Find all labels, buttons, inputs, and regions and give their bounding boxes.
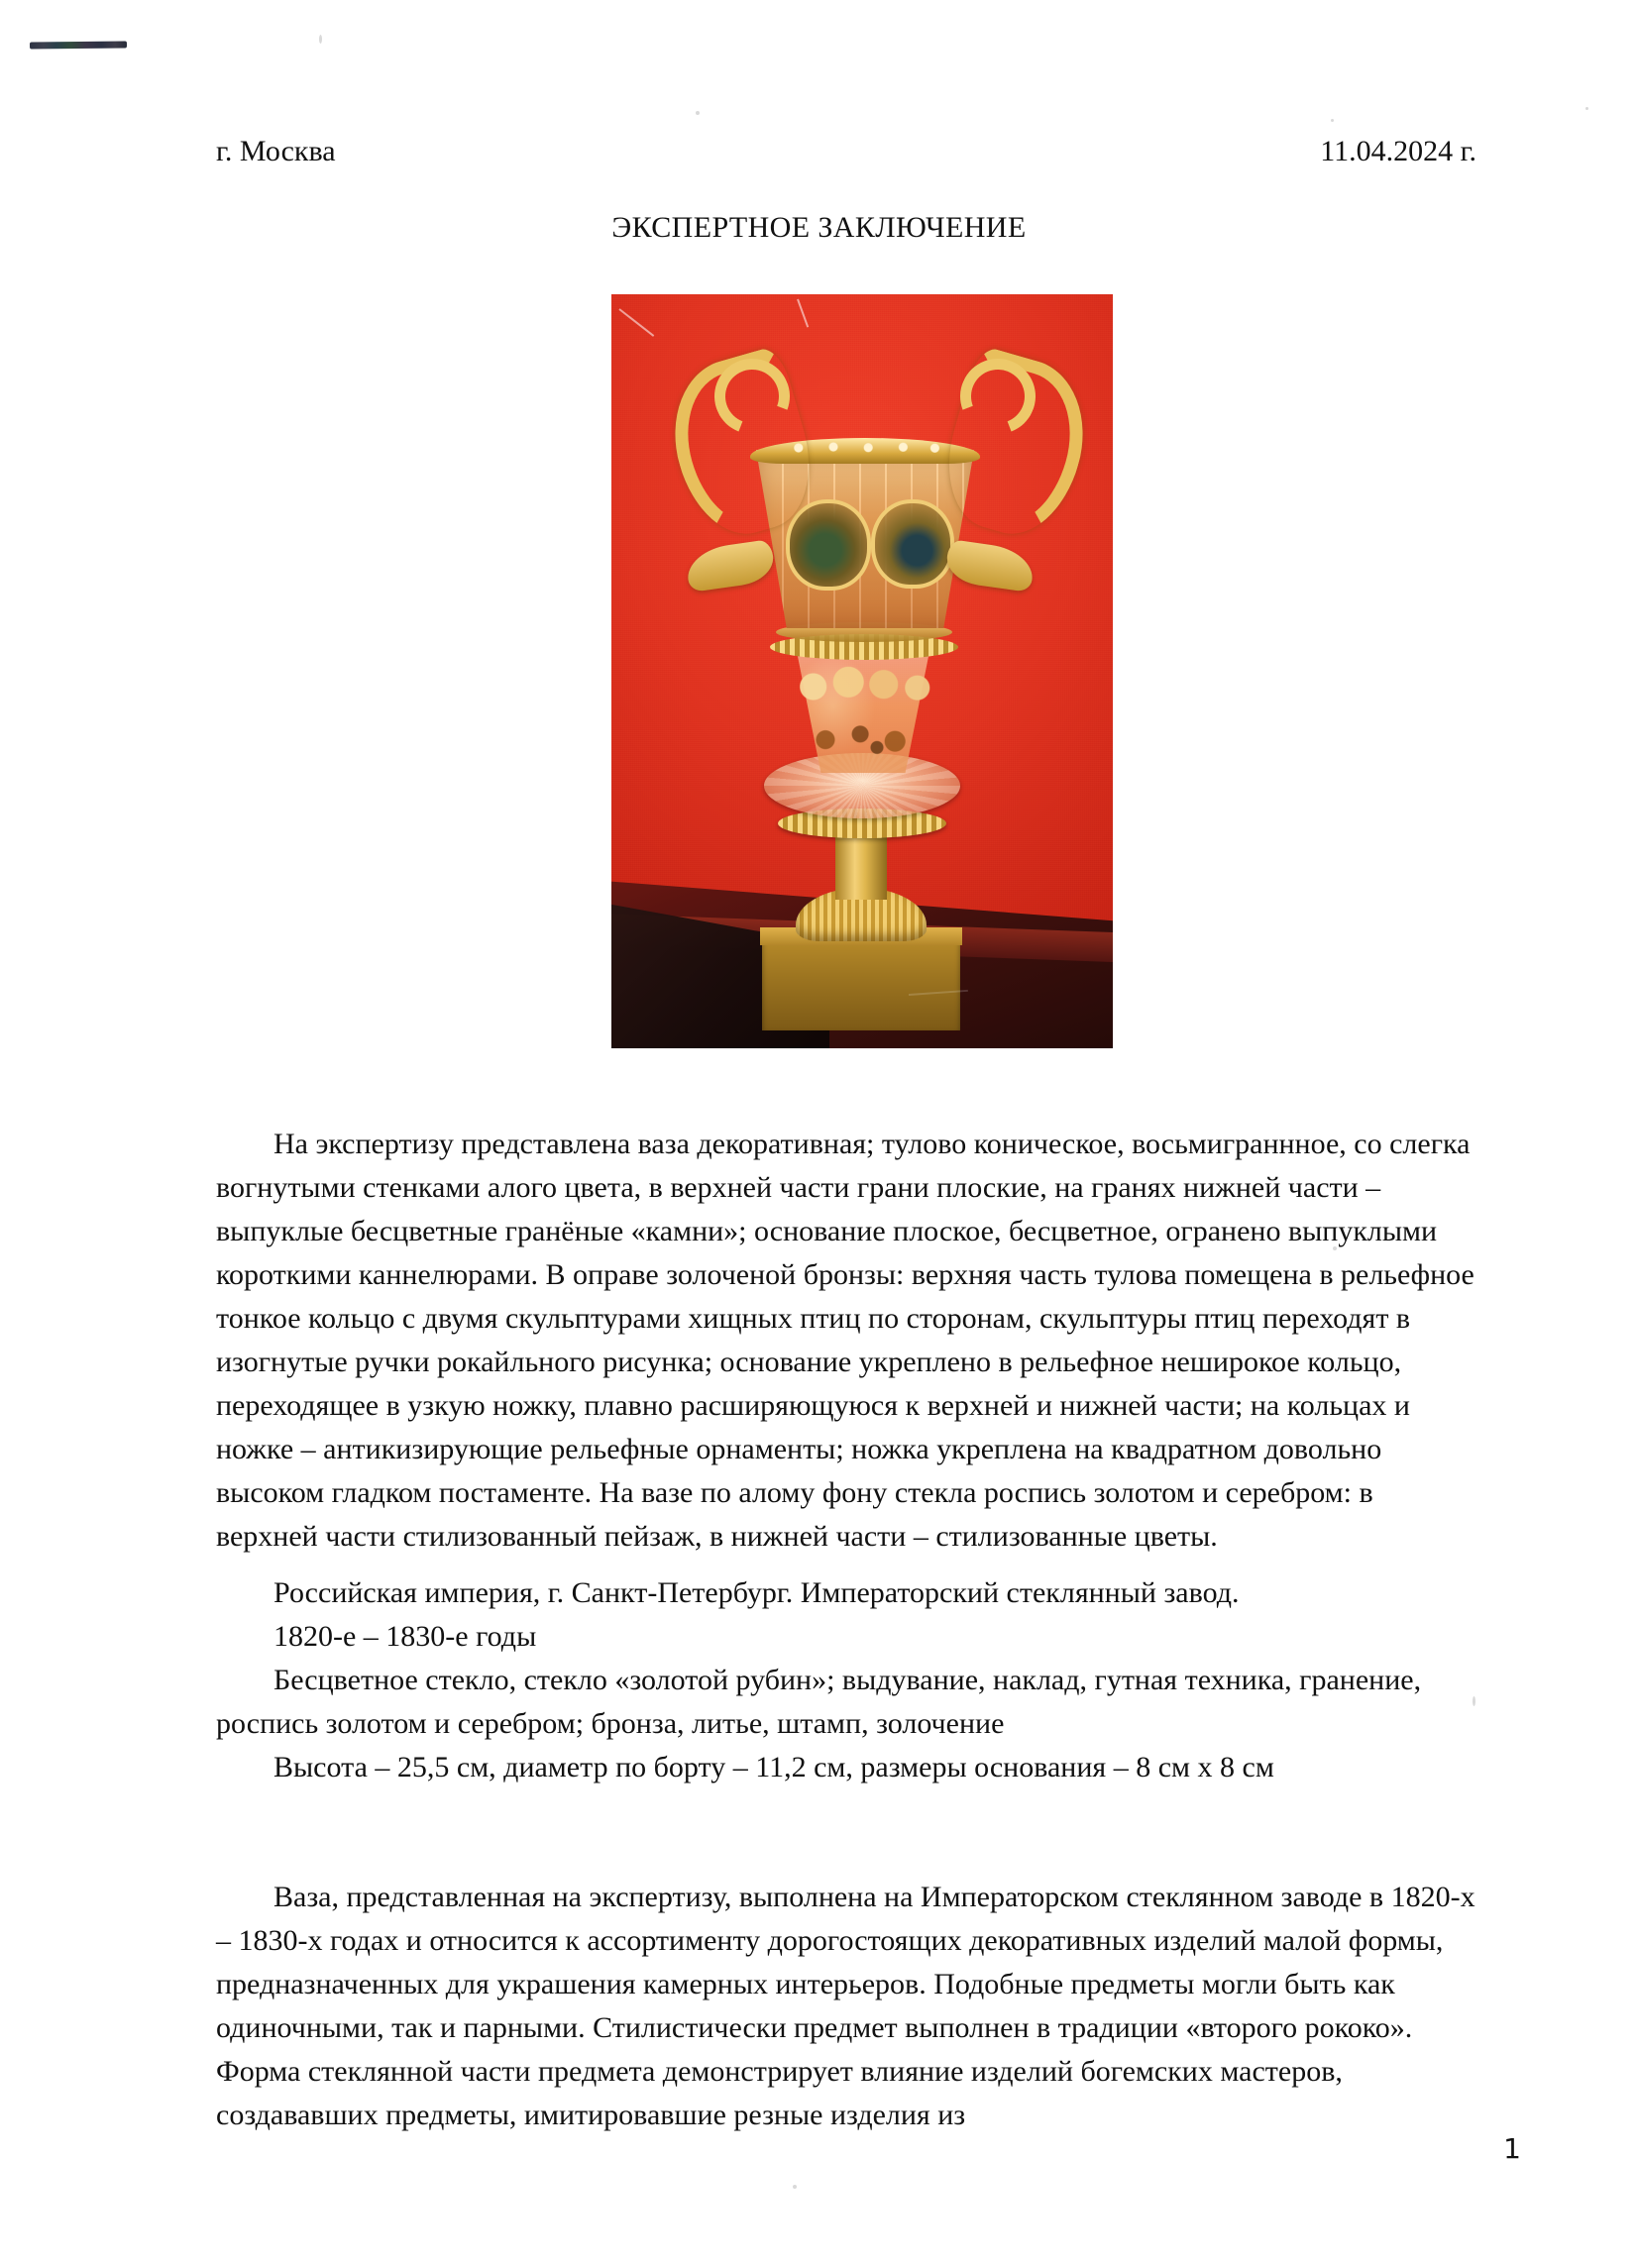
page-number: 1 [1503, 2132, 1521, 2165]
page-title: ЭКСПЕРТНОЕ ЗАКЛЮЧЕНИЕ [611, 211, 1027, 244]
vase-stem [835, 828, 887, 900]
origin-line: Российская империя, г. Санкт-Петербург. Императорский стеклянный завод. [273, 1576, 1240, 1609]
conclusion-paragraph: Ваза, представленная на экспертизу, выполнена на Императорском стеклянном заводе в 1820-х – 1830-х годах и относится к ассортименту дорогостоящих декоративных изделий малой формы, предназначенных для украшения камерных интерьеров. Подобные предметы могли быть как одиночными, так и парными. Стилистически предмет выполнен в традиции «второго рококо». Форма стеклянной части предмета демонстрирует влияние изделий богемских мастеров, создававших предметы, имитировавшие резные изделия из [216, 1881, 1475, 2131]
scan-speck [793, 2185, 797, 2189]
date-label: 11.04.2024 г. [1320, 135, 1476, 167]
conclusion-block [216, 1876, 1476, 2137]
vase-photo-frame [611, 294, 1113, 1048]
dating-line: 1820-е – 1830-е годы [273, 1620, 537, 1653]
scan-smudge-artifact [30, 41, 127, 49]
dimensions-line: Высота – 25,5 см, диаметр по борту – 11,2 см, размеры основания – 8 см х 8 см [273, 1751, 1274, 1783]
scan-speck [1331, 119, 1334, 122]
vase-faceted-stones [790, 658, 936, 715]
vase-landscape-cartouche-right [871, 499, 954, 589]
vase-photograph [611, 294, 1113, 751]
attribution-block [216, 1571, 1476, 1789]
vase-floral-painting [800, 711, 928, 763]
scan-speck [1585, 107, 1588, 110]
description-paragraph: На экспертизу представлена ваза декоративная; тулово коническое, восьмиграннное, со слегка вогнутыми стенками алого цвета, в верхней части грани плоские, на гранях нижней части – выпуклые бесцветные гранёные «камни»; основание плоское, бесцветное, огранено выпуклыми короткими каннелюрами. В оправе золоченой бронзы: верхняя часть тулова помещена в рельефное тонкое кольцо с двумя скульптурами хищных птиц по сторонам, скульптуры птиц переходят в изогнутые ручки рокайльного рисунка; основание укреплено в рельефное неширокое кольцо, переходящее в узкую ножку, плавно расширяющуюся к верхней и нижней части; на кольцах и ножке – антикизирующие рельефные орнаменты; ножка укреплена на квадратном довольно высоком гладком постаменте. На вазе по алому фону стекла роспись золотом и серебром: в верхней части стилизованный пейзаж, в нижней части – стилизованные цветы. [216, 1128, 1474, 1553]
scan-speck [696, 111, 700, 115]
city-label: г. Москва [216, 135, 336, 167]
vase-landscape-cartouche-left [786, 499, 871, 591]
vase-rim-pearls [786, 442, 944, 454]
description-block [216, 1123, 1476, 1559]
vase-pedestal [762, 935, 960, 1030]
document-header [216, 134, 1476, 169]
materials-line: Бесцветное стекло, стекло «золотой рубин»; выдувание, наклад, гутная техника, гранение, роспись золотом и серебром; бронза, литье, штамп, золочение [216, 1664, 1422, 1740]
scan-speck [319, 35, 322, 44]
